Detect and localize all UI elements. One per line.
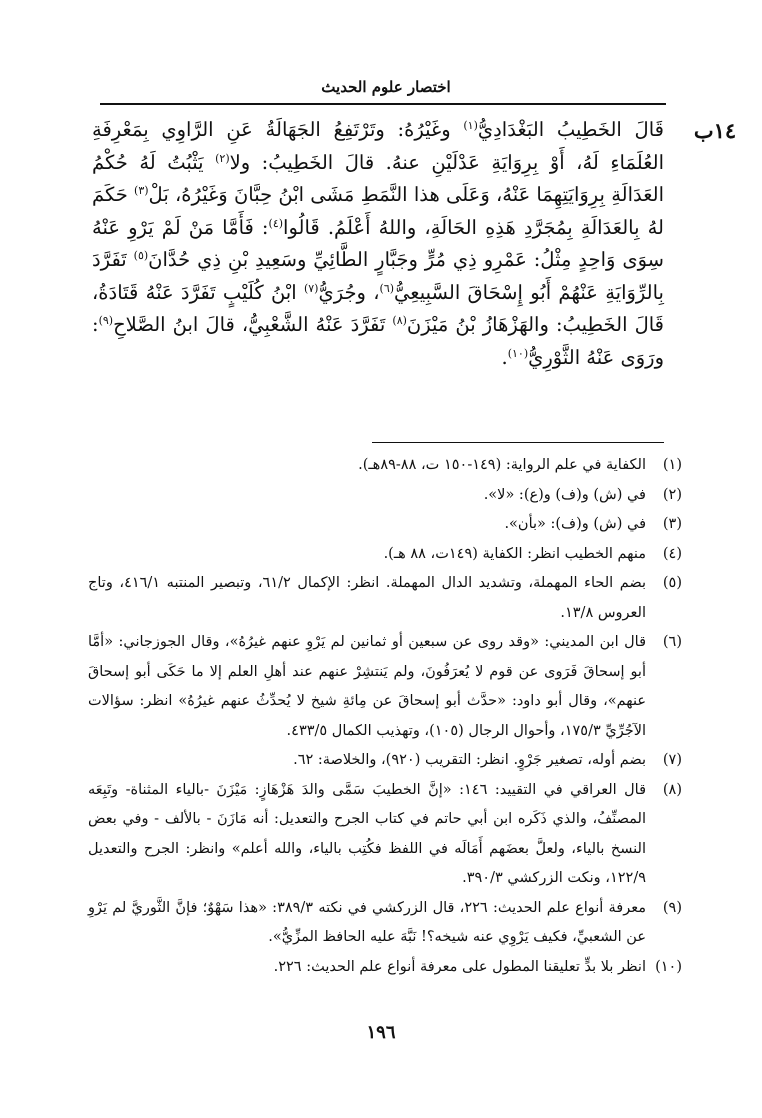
text-run: تَفَرَّدَ عَنْهُ الشَّعْبِيُّ، قالَ ابنُ الصَّلاحِ [113, 313, 393, 336]
footnote-text: في (ش) و(ف): «بأن». [504, 516, 646, 532]
text-run: ابْنُ كُلَيْبٍ تَفَرَّدَ عَنْهُ قَتَادَةُ، قَالَ الخَطِيبُ: والهَزْهَازُ بْنُ مَيْزَنَ [92, 280, 664, 336]
text-run: يَثْبُتُ لَهُ حُكْمُ العَدَالَةِ بِرِوَايَتِهِمَا عَنْهُ، وَعَلَى هذا النَّمَطِ مَشَى ابْنُ حِبَّانَ وَغَيْرُهُ، بَلْ [92, 150, 665, 206]
footnote [88, 540, 682, 570]
footnote-number: (٢) [662, 486, 682, 503]
footnote-text: في (ش) و(ف) و(ع): «لا». [483, 486, 646, 503]
text-run: قَالَ الخَطِيبُ البَغْدَادِيُّ [477, 118, 664, 141]
main-text-paragraph [92, 114, 664, 374]
text-run: : ورَوَى عَنْهُ الثَّوْرِيُّ [92, 313, 664, 369]
footnote [88, 894, 682, 953]
footnote-ref-8: (٨) [392, 314, 407, 327]
footnote-text: بضم الحاء المهملة، وتشديد الدال المهملة. انظر: الإكمال ٦١/٢، وتبصير المنتبه ٤١٦/١، وتاج العروس ١٣/٨. [88, 575, 646, 621]
footnote-number: (١) [662, 457, 682, 473]
footnote-number: (١٠) [655, 958, 682, 975]
footnote-number: (٩) [662, 899, 682, 916]
footnotes [88, 451, 682, 982]
footnote-text: معرفة أنواع علم الحديث: ٢٢٦، قال الزركشي في نكته ٣٨٩/٣: «هذا سَهْوٌ؛ فإنَّ الثَّوريَّ لم يَرْوِ عن الشعبيِّ، فكيف يَرْوِي عنه شيخه؟! نَبَّهَ عليه الحافظ المزِّيُّ». [88, 899, 646, 945]
footnote [88, 569, 682, 628]
footnote [88, 510, 682, 540]
footnote-ref-10: (١٠) [507, 346, 529, 360]
footnote-ref-2: (٢) [215, 151, 230, 165]
text-run: تَفَرَّدَ بِالرِّوَايَةِ عَنْهُمْ أَبُو إِسْحَاقَ السَّبِيعِيُّ [92, 248, 664, 304]
footnote-number: (٧) [662, 752, 682, 768]
footnote-text: بضم أوله، تصغير جَرْوٍ. انظر: التقريب (٩٢٠)، والخلاصة: ٦٢. [293, 752, 646, 768]
footnote-separator [372, 442, 664, 443]
footnote-ref-1: (١) [463, 119, 478, 132]
footnote-number: (٦) [662, 634, 682, 650]
manuscript-folio-note: ١٤ب [693, 118, 737, 143]
footnote-number: (٨) [662, 781, 682, 798]
footnote-text: الكفاية في علم الرواية: (١٤٩-١٥٠ ت، ٨٨-٨٩هـ). [358, 457, 646, 473]
footnote-text: قال العراقي في التقييد: ١٤٦: «إنَّ الخطيبَ سَمَّى والدَ هَزْهَازٍ: مَيْزَنَ -بالياء المثناة- وتَبِعَه المصنِّفُ، والذي ذَكَره ابن أبي حاتم في كتاب الجرح والتعديل: أنه مَازَنَ - بالألف - وفي بعض النسخ بالياء، ولعلَّ بعضَهم أَمَالَه في اللفظ فكُتِب بالياء، والله أعلم» وانظر: الجرح والتعديل ١٢٢/٩، ونكت الزركشي ٣٩٠/٣. [88, 781, 646, 886]
footnote [88, 746, 682, 776]
footnote [88, 628, 682, 746]
footnote-text: قال ابن المديني: «وقد روى عن سبعين أو ثمانين لم يَرْوِ عنهم غيرُهُ»، وقال الجوزجاني: «أمَّا أبو إسحاقَ فَرَوى عن قوم لا يُعرَفُونَ، ولم يَنتشِرْ عنهم عند أهلِ العلم إلا ما حَكَى أبو إسحاقَ عنهم»، وقال أبو داود: «حدَّث أبو إسحاقَ عن مِائةِ شيخ لا يُحدِّثُ عنهم غيرُهُ» انظر: سؤالات الآجُرِّيِّ ١٧٥/٣، وأحوال الرجال (١٠٥)، وتهذيب الكمال ٤٣٣/٥. [88, 634, 646, 739]
footnote-ref-5: (٥) [133, 249, 149, 262]
footnote-text: انظر بلا بدٍّ تعليقنا المطول على معرفة أنواع علم الحديث: ٢٢٦. [273, 958, 646, 975]
footnote-ref-6: (٦) [379, 281, 395, 295]
text-run: حَكَمَ لهُ بِالعَدَالَةِ بِمُجَرَّدِ هَذِهِ الحَالَةِ، واللهُ أَعْلَمُ. قَالُوا [92, 183, 665, 239]
text-run: وغَيْرُهُ: وتَرْتَفِعُ الجَهَالَةُ عَنِ الرَّاوِي بِمَعْرِفَةِ العُلَمَاءِ لَهُ، أَوْ بِرِوَايَةِ عَدْلَيْنِ عنهُ. قالَ الخَطِيبُ: ولا [92, 118, 664, 174]
footnote-ref-4: (٤) [268, 216, 284, 230]
footnote-number: (٣) [662, 516, 682, 532]
footnote-ref-3: (٣) [134, 184, 149, 197]
header-rule [100, 103, 666, 105]
footnote [88, 481, 682, 511]
footnote [88, 953, 682, 983]
footnote [88, 776, 682, 894]
page-number: ١٩٦ [366, 1022, 396, 1043]
footnote-text: منهم الخطيب انظر: الكفاية (١٤٩ت، ٨٨ هـ). [383, 545, 646, 562]
text-run: ، وجُرَيُّ [318, 280, 380, 304]
footnote-ref-7: (٧) [303, 281, 319, 295]
text-run: . [501, 345, 508, 369]
text-run: : فَأَمَّا مَنْ لَمْ يَرْوِ عَنْهُ سِوَى وَاحِدٍ مِثْلُ: عَمْرِو ذِي مُرٍّ وجَبَّارٍ الطَّائِيِّ وسَعِيدِ بْنِ ذِي حُدَّانَ [92, 215, 664, 271]
footnote-ref-9: (٩) [98, 314, 114, 327]
footnote-number: (٥) [662, 575, 682, 591]
running-title: اختصار علوم الحديث [321, 78, 451, 96]
footnote [88, 451, 682, 481]
footnote-number: (٤) [662, 545, 682, 562]
